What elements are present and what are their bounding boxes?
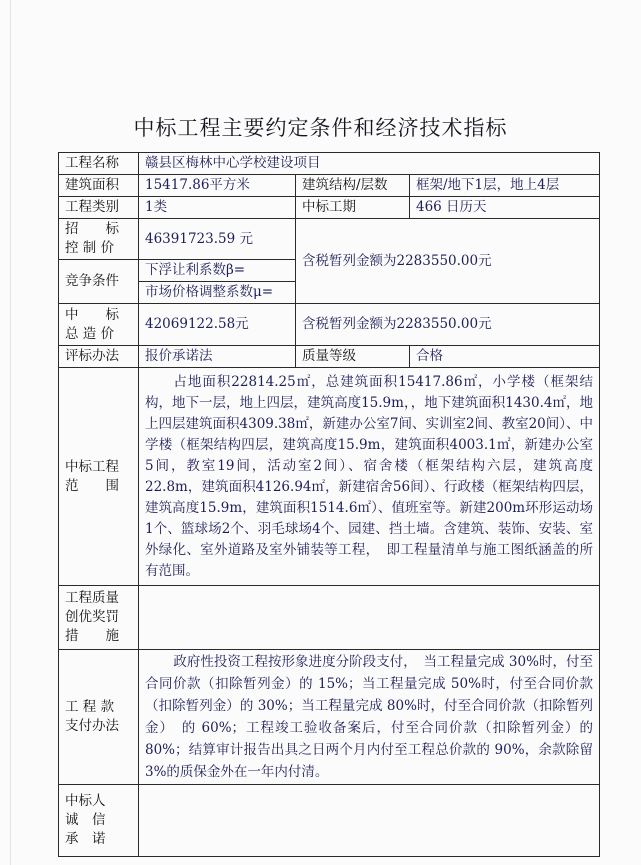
total-price-label-line2: 总 造 价 bbox=[65, 325, 115, 342]
period-value: 466 日历天 bbox=[410, 197, 600, 219]
scope-label bbox=[59, 368, 139, 586]
total-price-label bbox=[59, 304, 139, 346]
scope-description: 占地面积22814.25㎡，总建筑面积15417.86㎡，小学楼（框架结构，地下一层，地上四层，建筑高度15.9m，，地下建筑面积1430.4㎡，地上四层建筑面积4309.38㎡，新建办公室7间、实训室2间、教室20间）、中学楼（框架结构四层，建筑高度15.9m，建筑面积4003.1㎡，新建办公室5间，教室19间，活动室2间）、宿舍楼（框架结构六层，建筑高度22.8m，建筑面积4126.94㎡，新建宿舍56间）、行政楼（框架结构四层，建筑高度15.9m，建筑面积1514.6㎡）、值班室等。新建200m环形运动场1个、篮球场2个、羽毛球场4个、园建、挡土墙。含建筑、装饰、安装、室外绿化、室外道路及室外铺装等工程， 即工程量清单与施工图纸涵盖的所有范围。 bbox=[139, 368, 600, 586]
category-label: 工程类别 bbox=[59, 197, 139, 219]
row-control-price bbox=[59, 219, 600, 260]
period-label: 中标工期 bbox=[296, 197, 410, 219]
pledge-label-line2: 诚 信 bbox=[65, 812, 106, 828]
control-price-label bbox=[59, 219, 139, 260]
area-label: 建筑面积 bbox=[59, 175, 139, 197]
scope-label-line2: 范 围 bbox=[65, 477, 119, 494]
quality-grade-value: 合格 bbox=[410, 346, 600, 368]
row-payment bbox=[59, 650, 600, 785]
area-value: 15417.86平方米 bbox=[139, 175, 296, 197]
payment-description: 政府性投资工程按形象进度分阶段支付， 当工程量完成 30%时，付至合同价款（扣除暂列金）的 15%；当工程量完成 50%时，付至合同价款（扣除暂列金）的 30%；当工程量完成 80%时，付至合同价款（扣除暂列金） 的 60%；工程竣工验收备案后，付至合同价款（扣除暂列金）的 80%；结算审计报告出具之日两个月内付至工程总价款的 90%，余款除留 3%的质保金外在一年内付清。 bbox=[139, 650, 600, 785]
quality-award-label bbox=[59, 586, 139, 650]
payment-label-line2: 支付办法 bbox=[65, 718, 119, 734]
row-project-name bbox=[59, 153, 600, 175]
category-value: 1类 bbox=[139, 197, 296, 219]
structure-value: 框架/地下1层，地上4层 bbox=[410, 175, 600, 197]
quality-award-label-line3: 措 施 bbox=[65, 628, 119, 644]
competition-label: 竞争条件 bbox=[59, 260, 139, 304]
row-area bbox=[59, 175, 600, 197]
market-coefficient: 市场价格调整系数μ= bbox=[139, 282, 296, 304]
total-price-label-line1: 中 标 bbox=[65, 306, 119, 323]
indicator-table bbox=[58, 152, 600, 857]
provisional-amount-2: 含税暂列金额为2283550.00元 bbox=[296, 304, 600, 346]
project-name-label: 工程名称 bbox=[59, 153, 139, 175]
evaluation-method: 报价承诺法 bbox=[139, 346, 296, 368]
quality-award-label-line2: 创优奖罚 bbox=[65, 609, 119, 625]
pledge-value bbox=[139, 785, 600, 857]
structure-label: 建筑结构/层数 bbox=[296, 175, 410, 197]
row-pledge bbox=[59, 785, 600, 857]
payment-label bbox=[59, 650, 139, 785]
quality-grade-label: 质量等级 bbox=[296, 346, 410, 368]
row-evaluation bbox=[59, 346, 600, 368]
project-name-value: 赣县区梅林中心学校建设项目 bbox=[139, 153, 600, 175]
quality-award-value bbox=[139, 586, 600, 650]
quality-award-label-line1: 工程质量 bbox=[65, 590, 119, 606]
evaluation-label: 评标办法 bbox=[59, 346, 139, 368]
document-title: 中标工程主要约定条件和经济技术指标 bbox=[133, 116, 508, 140]
provisional-amount-1: 含税暂列金额为2283550.00元 bbox=[296, 219, 600, 304]
payment-label-line1: 工 程 款 bbox=[65, 699, 115, 715]
pledge-label-line3: 承 诺 bbox=[65, 831, 106, 847]
control-price-value: 46391723.59 元 bbox=[139, 219, 296, 260]
row-total-price bbox=[59, 304, 600, 346]
scope-label-line1: 中标工程 bbox=[65, 458, 119, 475]
pledge-label bbox=[59, 785, 139, 857]
control-price-label-line1: 招 标 bbox=[65, 221, 119, 237]
row-quality-award bbox=[59, 586, 600, 650]
control-price-label-line2: 控 制 价 bbox=[65, 240, 115, 256]
total-price-value: 42069122.58元 bbox=[139, 304, 296, 346]
row-scope bbox=[59, 368, 600, 586]
pledge-label-line1: 中标人 bbox=[65, 793, 106, 809]
row-category bbox=[59, 197, 600, 219]
float-coefficient: 下浮让利系数β= bbox=[139, 260, 296, 282]
